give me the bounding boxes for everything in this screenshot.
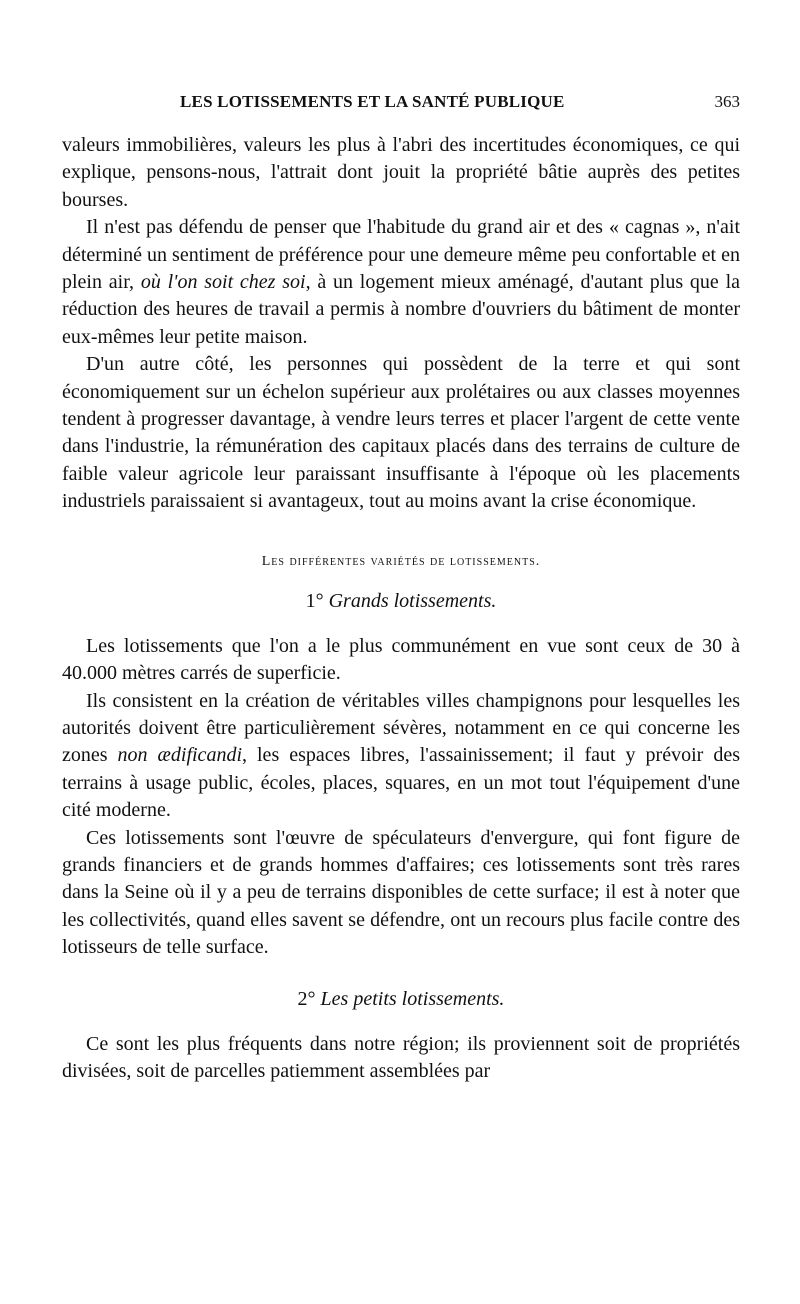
subsection-number: 2° [297, 987, 316, 1010]
paragraph [62, 214, 740, 351]
subsection-label: Grands lotissements. [328, 589, 497, 612]
paragraph-text: Les lotissements que l'on a le plus communément en vue sont ceux de 30 à 40.000 mètres carrés de superficie. [62, 634, 740, 685]
book-page [62, 88, 740, 1085]
subsection-title [62, 988, 740, 1011]
paragraph-text: D'un autre côté, les personnes qui possèdent de la terre et qui sont économiquement sur un échelon supérieur aux prolétaires ou aux classes moyennes tendent à progresser davantage, à vendre leurs terres et placer l'argent de cette vente dans l'industrie, la rémunération des capitaux placés dans des terrains de culture de faible valeur agricole leur paraissant insuffisante à l'époque où les placements industriels paraissaient si avantageux, tout au moins avant la crise économique. [62, 353, 740, 513]
subsection-title [62, 590, 740, 613]
page-number: 363 [714, 92, 740, 111]
paragraph [62, 688, 740, 825]
subsection-label: Les petits lotissements. [320, 987, 505, 1010]
paragraph [62, 1031, 740, 1086]
subsection-number: 1° [305, 589, 324, 612]
running-head [62, 88, 740, 122]
running-title: LES LOTISSEMENTS ET LA SANTÉ PUBLIQUE [180, 92, 565, 111]
paragraph-text: , les espaces libres, l'assainissement; il faut y prévoir des terrains à usage public, écoles, places, squares, en un mot tout l'équipement d'une cité moderne. [62, 744, 740, 822]
paragraph [62, 132, 740, 214]
paragraph [62, 633, 740, 688]
paragraph-text: Ces lotissements sont l'œuvre de spéculateurs d'envergure, qui font figure de grands financiers et de grands hommes d'affaires; ces lotissements sont très rares dans la Seine où il y a peu de terrains disponibles de cette surface; il est à noter que les collectivités, quand elles savent se défendre, ont un recours plus facile contre des lotisseurs de telle surface. [62, 826, 740, 959]
italic-phrase: non ædificandi [117, 744, 242, 767]
paragraph [62, 825, 740, 962]
italic-phrase: où l'on soit chez soi [140, 271, 306, 294]
paragraph-text: Ils consistent en la création de véritables villes champignons pour lesquelles les autorités doivent être particulièrement sévères, notamment en ce qui concerne les zones [62, 689, 740, 767]
section-title: Les différentes variétés de lotissements. [261, 553, 541, 569]
paragraph [62, 351, 740, 515]
paragraph-text: valeurs immobilières, valeurs les plus à l'abri des incertitudes économiques, ce qui explique, pensons-nous, l'attrait dont jouit la propriété bâtie auprès des petites bourses. [62, 134, 740, 211]
paragraph-text: , à un logement mieux aménagé, d'autant plus que la réduction des heures de travail a permis à nombre d'ouvriers du bâtiment de monter eux-mêmes leur petite maison. [62, 271, 741, 348]
paragraph-text: Ce sont les plus fréquents dans notre région; ils proviennent soit de propriétés divisées, soit de parcelles patiemment assemblées par [62, 1032, 740, 1082]
paragraph-text: Il n'est pas défendu de penser que l'habitude du grand air et des « cagnas », n'ait déterminé un sentiment de préférence pour une demeure même peu confortable et en plein air, [62, 216, 740, 294]
